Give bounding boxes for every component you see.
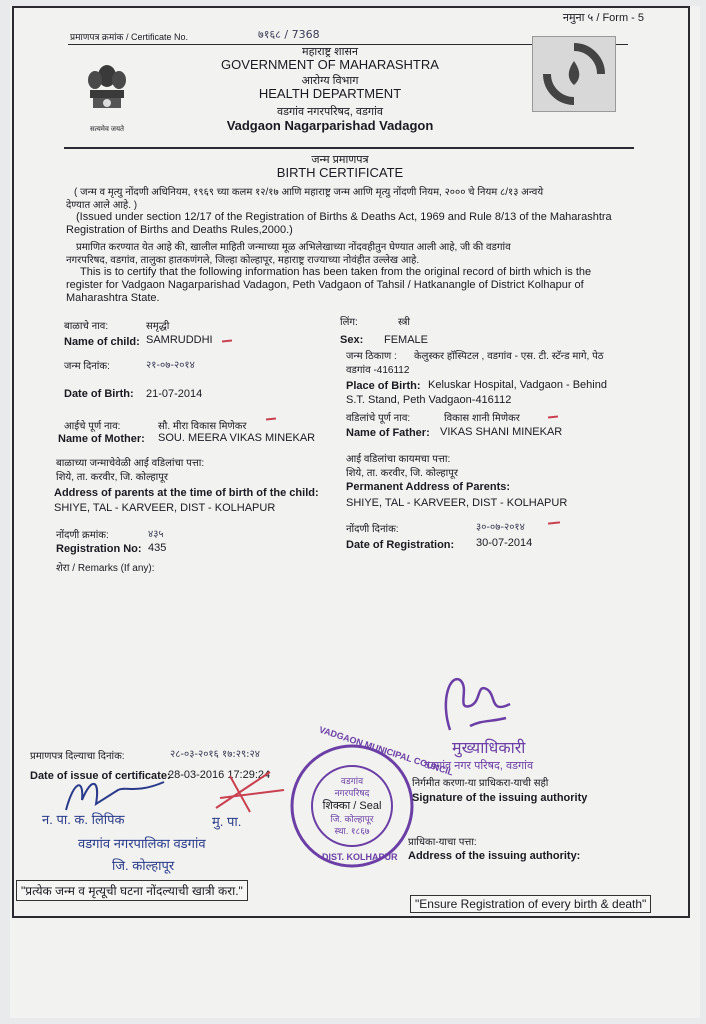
child-name-value-mr: समृद्धी — [146, 321, 170, 332]
officer-signature-icon — [430, 670, 530, 740]
seal-ring-top: VADGAON MUNICIPAL COUNCIL — [317, 724, 455, 778]
office-title-mr: वडगांव नगरपरिषद, वडगांव — [276, 106, 384, 118]
seal-ring-bottom: DIST. KOLHAPUR — [322, 852, 398, 862]
emblem-caption: सत्यमेव जयते — [89, 126, 125, 133]
pob-value-en-2: S.T. Stand, Peth Vadgaon-416112 — [346, 394, 512, 406]
gov-title-mr: महाराष्ट्र शासन — [302, 46, 358, 58]
certificate-no-value: ७१६८ / 7368 — [258, 28, 320, 41]
seal-inner-3: जि. कोल्हापूर — [330, 814, 374, 824]
father-value-mr: विकास शानी मिणेकर — [444, 413, 520, 424]
mother-value-en: SOU. MEERA VIKAS MINEKAR — [158, 432, 316, 444]
authority-address-label-en: Address of the issuing authority: — [408, 850, 581, 862]
child-name-label-en: Name of child: — [64, 336, 140, 348]
sex-label-en: Sex: — [340, 334, 364, 346]
seal-inner-2: नगरपरिषद — [334, 788, 370, 798]
dept-title-en: HEALTH DEPARTMENT — [258, 86, 402, 101]
authority-signature-label-mr: निर्गमीत करणा-या प्राधिकरा-याची सही — [412, 778, 549, 789]
dob-label-en: Date of Birth: — [64, 388, 134, 400]
pob-label-en: Place of Birth: — [346, 380, 421, 392]
footer-note-en: "Ensure Registration of every birth & death" — [410, 895, 651, 913]
intro-mr-3: प्रमाणित करण्यात येत आहे की, खालील माहिती जन्माच्या मूळ अभिलेखाच्या नोंदवहीतुन घेण्यात आली आहे, जी की वडगांव — [76, 242, 511, 253]
certificate-no-label: प्रमाणपत्र क्रमांक / Certificate No. — [70, 32, 188, 42]
sex-label-mr: लिंग: — [340, 317, 358, 328]
reg-date-value-en: 30-07-2014 — [476, 537, 533, 549]
sex-value-en: FEMALE — [384, 334, 429, 346]
title-mr: जन्म प्रमाणपत्र — [311, 154, 369, 166]
reg-no-value-mr: ४३५ — [148, 529, 164, 540]
intro-en-2: Registration of Births and Deaths Rules,2000.) — [66, 224, 293, 236]
child-name-value-en: SAMRUDDHI — [146, 334, 213, 346]
seal-label: शिक्का / Seal — [322, 800, 382, 812]
child-name-label-mr: बाळाचे नाव: — [64, 321, 109, 332]
authority-signature-label-en: Signature of the issuing authority — [412, 792, 588, 804]
reg-date-label-en: Date of Registration: — [346, 539, 455, 551]
dept-title-mr: आरोग्य विभाग — [301, 75, 359, 87]
addr-perm-label-mr: आई वडिलांचा कायमचा पत्ता: — [346, 454, 451, 465]
pob-value-en-1: Keluskar Hospital, Vadgaon - Behind — [428, 379, 607, 391]
mother-label-en: Name of Mother: — [58, 433, 145, 445]
father-value-en: VIKAS SHANI MINEKAR — [440, 426, 563, 438]
intro-en-4: register for Vadgaon Nagarparishad Vadagon, Peth Vadgaon of Tahsil / Hatkanangle of District Kolhapur of — [66, 279, 584, 291]
ashoka-emblem-icon — [84, 60, 130, 122]
reg-date-label-mr: नोंदणी दिनांक: — [346, 524, 399, 535]
reg-no-label-en: Registration No: — [56, 543, 142, 555]
issue-date-label-en: Date of issue of certificate: — [30, 770, 171, 782]
intro-en-1: (Issued under section 12/17 of the Registration of Births & Deaths Act, 1969 and Rule 8/13 of the Maharashtra — [76, 211, 612, 223]
officer-title-mr: मुख्याधिकारी — [452, 740, 526, 757]
issue-date-label-mr: प्रमाणपत्र दिल्याचा दिनांक: — [30, 751, 125, 762]
office-title-en: Vadgaon Nagarparishad Vadagon — [226, 118, 434, 133]
dob-label-mr: जन्म दिनांक: — [64, 361, 110, 372]
addr-birth-value-mr: शिये, ता. करवीर, जि. कोल्हापूर — [56, 472, 168, 483]
intro-en-5: Maharashtra State. — [66, 292, 160, 304]
pob-value-mr-2: वडगांव -416112 — [346, 365, 410, 376]
header-rule — [64, 147, 634, 149]
clerk-stamp-line-1: न. पा. क. लिपिक — [42, 812, 125, 827]
addr-birth-label-en: Address of parents at the time of birth of the child: — [54, 487, 319, 499]
addr-birth-label-mr: बाळाच्या जन्माचेवेळी आई वडिलांचा पत्ता: — [56, 458, 205, 469]
form-number: नमुना ५ / Form - 5 — [562, 12, 644, 24]
addr-perm-value-mr: शिये, ता. करवीर, जि. कोल्हापूर — [346, 468, 458, 479]
pob-value-mr-1: केलुस्कर हॉस्पिटल , वडगांव - एस. टी. स्टॅन्ड मागे, पेठ — [414, 351, 604, 362]
red-mark-icon — [210, 768, 290, 818]
mother-value-mr: सौ. मीरा विकास मिणेकर — [158, 421, 247, 432]
intro-mr-2: देण्यात आले आहे. ) — [66, 200, 138, 211]
father-label-mr: वडिलांचे पूर्ण नाव: — [346, 413, 411, 424]
issue-date-value-en: 28-03-2016 17:29:24 — [168, 769, 271, 781]
seal-inner-4: स्था. १८६७ — [334, 826, 370, 836]
dob-value-en: 21-07-2014 — [146, 388, 203, 400]
addr-perm-value-en: SHIYE, TAL - KARVEER, DIST - KOLHAPUR — [346, 497, 568, 509]
reg-date-value-mr: ३०-०७-२०१४ — [476, 522, 525, 533]
addr-birth-value-en: SHIYE, TAL - KARVEER, DIST - KOLHAPUR — [54, 502, 276, 514]
seal-inner-1: वडगांव — [340, 776, 364, 786]
clerk-signature-icon — [56, 770, 176, 820]
pob-label-mr: जन्म ठिकाण : — [346, 351, 397, 362]
intro-en-3: This is to certify that the following information has been taken from the original record of birth which is the — [80, 266, 592, 278]
mother-label-mr: आईचे पूर्ण नाव: — [64, 421, 121, 432]
sex-value-mr: स्त्री — [398, 317, 410, 328]
footer-note-mr: "प्रत्येक जन्म व मृत्यूची घटना नोंदल्याची खात्री करा." — [16, 880, 248, 901]
officer-office-mr: वडगांव नगर परिषद, वडगांव — [424, 760, 534, 772]
father-label-en: Name of Father: — [346, 427, 430, 439]
reg-no-label-mr: नोंदणी क्रमांक: — [56, 530, 109, 541]
intro-mr-4: नगरपरिषद, वडगांव, तालुका हातकणंगले, जिल्हा कोल्हापूर, महाराष्ट्र राज्याच्या नोवंहीत उल्लेख आहे. — [66, 255, 420, 266]
clerk-stamp-line-2: वडगांव नगरपालिका वडगांव — [78, 836, 206, 851]
title-en: BIRTH CERTIFICATE — [276, 165, 404, 180]
health-dept-logo-icon — [532, 36, 616, 112]
reg-no-value-en: 435 — [148, 542, 167, 554]
intro-mr-1: ( जन्म व मृत्यु नोंदणी अधिनियम, १९६९ च्या कलम १२/१७ आणि महाराष्ट्र जन्म आणि मृत्यु नोंदणी नियम, २००० चे नियम ८/१३ अन्वये — [74, 187, 544, 198]
authority-address-label-mr: प्राधिका-याचा पत्ता: — [408, 837, 477, 848]
dob-value-mr: २१-०७-२०१४ — [146, 360, 195, 371]
clerk-stamp-line-3: जि. कोल्हापूर — [112, 858, 175, 873]
addr-perm-label-en: Permanent Address of Parents: — [346, 481, 511, 493]
clerk-stamp-mid: मु. पा. — [212, 814, 242, 829]
gov-title-en: GOVERNMENT OF MAHARASHTRA — [221, 57, 439, 72]
issue-date-value-mr: २८-०३-२०१६ १७:२९:२४ — [170, 749, 260, 760]
remarks-label: शेरा / Remarks (If any): — [56, 563, 155, 574]
